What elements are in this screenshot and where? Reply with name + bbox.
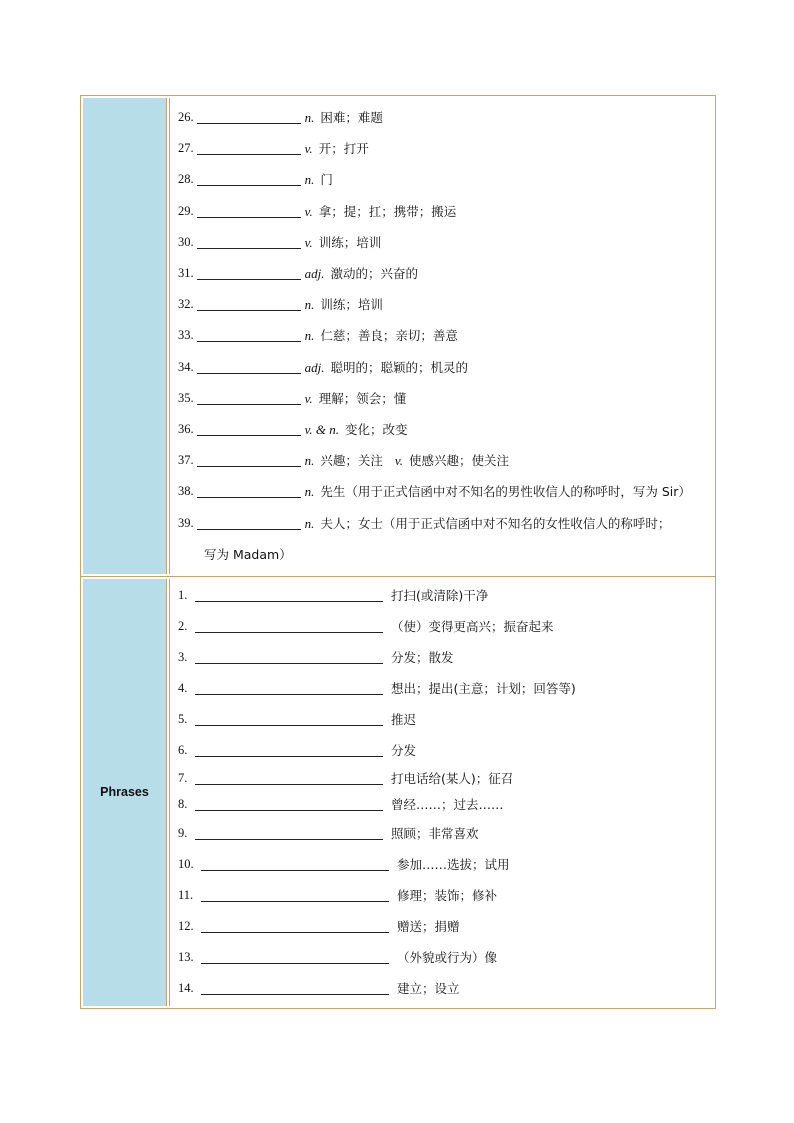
definition: （外貌或行为）像: [397, 949, 498, 965]
item-number: 3.: [178, 649, 188, 664]
phrase-item: [178, 611, 707, 642]
definition: 打电话给(某人)；征召: [391, 771, 514, 787]
item-number: 6.: [178, 742, 188, 757]
vocab-item: [178, 258, 707, 289]
phrase-item: [178, 818, 707, 849]
answer-blank[interactable]: [201, 920, 389, 933]
worksheet-table: [80, 95, 716, 1009]
item-number: 13.: [178, 949, 194, 964]
item-number: 33.: [178, 328, 194, 343]
answer-blank[interactable]: [197, 361, 301, 374]
item-number: 26.: [178, 110, 194, 125]
item-number: 4.: [178, 680, 188, 695]
item-number: 36.: [178, 421, 194, 436]
phrase-item: [178, 973, 707, 1004]
item-number: 32.: [178, 297, 194, 312]
answer-blank[interactable]: [195, 713, 383, 726]
answer-blank[interactable]: [195, 772, 383, 785]
part-of-speech: v.: [304, 390, 313, 406]
phrases-list: [169, 579, 713, 1006]
definition: 困难；难题: [320, 110, 383, 126]
vocab-item: [178, 102, 707, 133]
part-of-speech: n.: [304, 110, 315, 126]
part-of-speech: n.: [304, 297, 315, 313]
answer-blank[interactable]: [201, 858, 389, 871]
answer-blank[interactable]: [195, 827, 383, 840]
definition: 门: [320, 172, 333, 188]
answer-blank[interactable]: [197, 236, 301, 249]
definition: 训练；培训: [320, 297, 383, 313]
item-number: 31.: [178, 266, 194, 281]
vocab-item: [178, 320, 707, 351]
item-number: 34.: [178, 359, 194, 374]
item-number: 35.: [178, 390, 194, 405]
definition: 曾经……；过去……: [391, 797, 504, 813]
vocab-item: [178, 414, 707, 445]
definition: 推迟: [391, 711, 417, 727]
definition: 夫人；女士（用于正式信函中对不知名的女性收信人的称呼时；: [320, 515, 671, 531]
phrase-item: [178, 849, 707, 880]
definition: （使）变得更高兴；振奋起来: [391, 618, 554, 634]
vocabulary-row: [81, 96, 715, 576]
item-number: 8.: [178, 797, 188, 812]
definition: 训练；培训: [318, 234, 382, 250]
item-number: 14.: [178, 980, 194, 995]
definition: 打扫(或清除)干净: [391, 587, 489, 603]
vocab-item: [178, 133, 707, 164]
item-number: 12.: [178, 918, 194, 933]
definition: 仁慈；善良；亲切；善意: [320, 328, 458, 344]
item-number: 29.: [178, 203, 194, 218]
answer-blank[interactable]: [197, 454, 301, 467]
definition: 想出；提出(主意；计划；回答等): [391, 680, 576, 696]
vocab-item: [178, 383, 707, 414]
answer-blank[interactable]: [197, 205, 301, 218]
phrase-item: [178, 673, 707, 704]
answer-blank[interactable]: [197, 392, 301, 405]
definition: 参加……选拔；试用: [397, 856, 510, 872]
part-of-speech: v.: [304, 234, 313, 250]
item-number: 2.: [178, 618, 188, 633]
part-of-speech: v. & n.: [304, 421, 340, 437]
part-of-speech-2: v.: [394, 453, 403, 469]
answer-blank[interactable]: [195, 651, 383, 664]
answer-blank[interactable]: [197, 111, 301, 124]
item-number: 38.: [178, 484, 194, 499]
phrase-item: [178, 766, 707, 792]
item-number: 27.: [178, 141, 194, 156]
answer-blank[interactable]: [195, 620, 383, 633]
item-number: 37.: [178, 453, 194, 468]
phrase-item: [178, 880, 707, 911]
definition: 聪明的；聪颖的；机灵的: [330, 359, 469, 375]
vocab-item: [178, 196, 707, 227]
answer-blank[interactable]: [197, 267, 301, 280]
answer-blank[interactable]: [195, 682, 383, 695]
phrases-label: Phrases: [100, 785, 149, 800]
definition: 拿；提；扛；携带；搬运: [318, 203, 457, 219]
item-number: 10.: [178, 856, 194, 871]
vocab-item: [178, 289, 707, 320]
phrase-item: [178, 942, 707, 973]
part-of-speech: adj.: [304, 359, 325, 375]
part-of-speech: v.: [304, 141, 313, 157]
definition: 理解；领会；懂: [318, 390, 407, 406]
item-number: 30.: [178, 234, 194, 249]
answer-blank[interactable]: [197, 423, 301, 436]
item-number: 1.: [178, 587, 188, 602]
phrase-item: [178, 911, 707, 942]
phrases-label-cell: [83, 579, 167, 1006]
part-of-speech: adj.: [304, 266, 325, 282]
answer-blank[interactable]: [201, 889, 389, 902]
item-number: 39.: [178, 515, 194, 530]
item-number: 5.: [178, 711, 188, 726]
item-number: 7.: [178, 771, 188, 786]
part-of-speech: n.: [304, 484, 315, 500]
vocabulary-label-cell: [83, 98, 167, 574]
answer-blank[interactable]: [195, 589, 383, 602]
definition: 修理；装饰；修补: [397, 887, 498, 903]
definition: 赠送；捐赠: [397, 918, 460, 934]
vocab-item: [178, 445, 707, 476]
part-of-speech: n.: [304, 453, 315, 469]
answer-blank[interactable]: [197, 517, 301, 530]
answer-blank[interactable]: [201, 951, 389, 964]
vocabulary-list: [169, 98, 713, 574]
vocab-item: [178, 227, 707, 258]
definition: 兴趣；关注: [320, 453, 383, 469]
part-of-speech: n.: [304, 328, 315, 344]
definition-continuation: 写为 Madam）: [204, 547, 292, 563]
answer-blank[interactable]: [195, 744, 383, 757]
definition: 照顾；非常喜欢: [391, 825, 479, 841]
vocab-item: [178, 507, 707, 538]
vocab-item: [178, 476, 707, 507]
answer-blank[interactable]: [197, 142, 301, 155]
vocab-item: [178, 352, 707, 383]
definition: 激动的；兴奋的: [330, 266, 419, 282]
phrase-item: [178, 704, 707, 735]
definition: 开；打开: [318, 141, 369, 157]
definition: 变化；改变: [345, 421, 408, 437]
answer-blank[interactable]: [201, 982, 389, 995]
answer-blank[interactable]: [195, 798, 383, 811]
answer-blank[interactable]: [197, 298, 301, 311]
definition: 建立；设立: [397, 980, 460, 996]
phrase-item: [178, 642, 707, 673]
phrases-row: [81, 576, 715, 1008]
definition: 先生（用于正式信函中对不知名的男性收信人的称呼时，写为 Sir）: [320, 484, 691, 500]
answer-blank[interactable]: [197, 329, 301, 342]
part-of-speech: n.: [304, 515, 315, 531]
item-number: 11.: [178, 887, 194, 902]
definition: 分发；散发: [391, 649, 454, 665]
phrase-item: [178, 735, 707, 766]
part-of-speech: v.: [304, 203, 313, 219]
item-number: 9.: [178, 825, 188, 840]
definition-2: 使感兴趣；使关注: [408, 453, 509, 469]
vocab-item: [178, 164, 707, 195]
phrase-item: [178, 580, 707, 611]
definition: 分发: [391, 742, 417, 758]
part-of-speech: n.: [304, 172, 315, 188]
phrase-item: [178, 792, 707, 818]
answer-blank[interactable]: [197, 173, 301, 186]
answer-blank[interactable]: [197, 485, 301, 498]
item-number: 28.: [178, 172, 194, 187]
